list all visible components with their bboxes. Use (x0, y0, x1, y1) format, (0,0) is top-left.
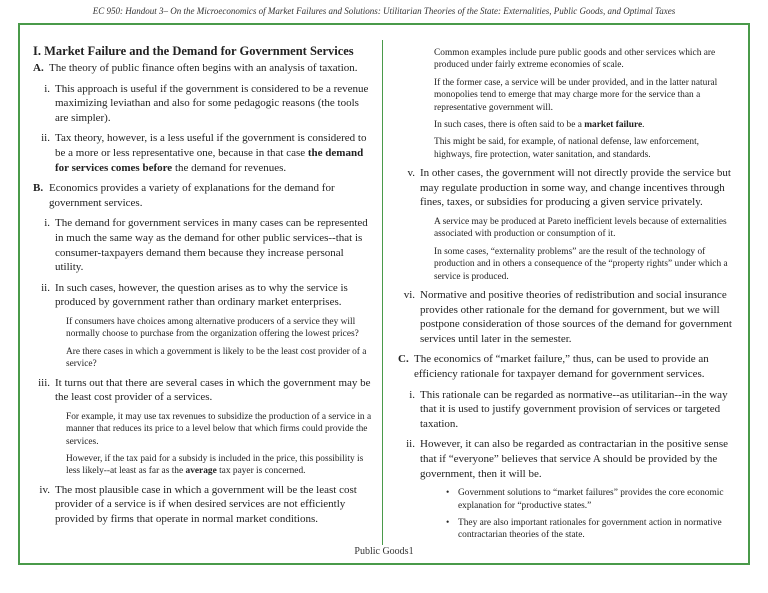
left-column (33, 43, 373, 533)
sub-note: A service may be produced at Pareto inefficient levels because of externalities associated with production or consumption of it. (434, 217, 727, 240)
item-text: However, it can also be regarded as contractarian in the positive sense that if “everyone” believes that service A should be provided by the government, then it will be. (420, 438, 729, 480)
section-b-text: Economics provides a variety of explanations for the demand for government services. (49, 182, 335, 209)
page-header: EC 950: Handout 3– On the Microeconomics of Market Failures and Solutions: Utilitarian Theories of the State: Externalities, Public Goods, and Optimal Taxes (92, 6, 676, 16)
item-b-vi (398, 288, 738, 346)
section-a (33, 61, 373, 76)
item-b-ii (33, 281, 373, 310)
text-run: Tax theory, however, is a less useful if the government is considered to be a more or less representative one, because in that case (55, 132, 367, 159)
page-footer: Public Goods1 (354, 546, 414, 557)
bullet-icon: • (446, 488, 450, 499)
item-text: This rationale can be regarded as normative--as utilitarian--in the way that it is used to justify government provision of services or targeted taxation. (420, 388, 728, 430)
bullet-text: Government solutions to “market failures” provides the core economic explanation for “productive states.” (458, 488, 724, 511)
item-text: In other cases, the government will not directly provide the service but may regulate production in some way, and change incentives through fines, taxes, or subsidies for producing a given service privately. (420, 167, 731, 209)
bold-phrase: market failure (584, 120, 643, 131)
item-number: i. (44, 217, 50, 230)
bullet-item (446, 487, 738, 512)
item-text: In such cases, however, the question arises as to why the service is produced by government rather than ordinary market enterprises. (55, 281, 348, 309)
section-title: I. Market Failure and the Demand for Government Services (33, 44, 354, 58)
section-b-label: B. (33, 182, 44, 195)
item-text (55, 131, 373, 175)
sub-note (434, 119, 738, 131)
item-number: v. (407, 167, 415, 180)
section-a-label: A. (33, 62, 44, 74)
item-number: ii. (41, 281, 50, 294)
bullet-icon: • (446, 518, 450, 528)
item-text: This approach is useful if the government is considered to be a revenue maximizing leviathan and also for some pedagogic reasons (the tools are simpler). (55, 82, 369, 124)
item-number: i. (409, 388, 415, 401)
bullet-item (446, 517, 738, 542)
item-b-v (398, 166, 738, 210)
section-b (33, 181, 373, 210)
item-c-ii (398, 437, 738, 481)
item-a-ii (33, 131, 373, 175)
column-divider (382, 40, 383, 545)
item-text: The most plausible case in which a government will be the least cost provider of a service is if when desired services are not efficiently provided by firms that operate in normal market conditions. (55, 483, 357, 525)
item-number: vi. (403, 289, 415, 302)
item-number: iv. (39, 483, 50, 496)
section-c (398, 352, 738, 381)
item-c-i (398, 388, 738, 432)
sub-note: Common examples include pure public goods and other services which are produced under fairly extreme economies of scale. (434, 48, 716, 71)
sub-note (66, 453, 373, 478)
item-text: Normative and positive theories of redistribution and social insurance provides other rationale for the demand for government, but we will postpone consideration of those sources of the demand for government services until later in the semester. (420, 289, 732, 345)
sub-note: In some cases, “externality problems” are the result of the technology of production and in others a consequence of the “property rights” under which a service is produced. (434, 246, 728, 282)
bold-phrase: average (185, 466, 217, 477)
item-b-i (33, 216, 373, 274)
item-text: The demand for government services in many cases can be represented in much the same way as the demand for other public services--that is consumer-taxpayers demand them because they increase personal utility. (55, 217, 368, 274)
item-number: ii. (406, 438, 415, 451)
item-a-i (33, 82, 373, 126)
item-number: iii. (38, 376, 50, 389)
section-a-text: The theory of public finance often begins with an analysis of taxation. (49, 62, 358, 74)
item-number: i. (44, 82, 50, 95)
bold-phrase: the demand for services comes before (55, 146, 364, 174)
text-run: . (642, 120, 645, 131)
bullet-text: They are also important rationales for government action in normative contractarian theories of the state. (458, 518, 722, 541)
item-text: It turns out that there are several cases in which the government may be the least cost provider of a services. (55, 376, 371, 404)
sub-note: If consumers have choices among alternative producers of a service they will normally choose to purchase from the organization offering the lowest prices? (66, 316, 359, 340)
text-run: In such cases, there is often said to be a (434, 120, 585, 131)
sub-note: Are there cases in which a government is likely to be the least cost provider of a service? (66, 346, 367, 370)
section-c-text: The economics of “market failure,” thus, can be used to provide an efficiency rationale for taxpayer demand for government services. (414, 353, 709, 381)
section-c-label: C. (398, 353, 409, 366)
text-run: tax payer is concerned. (216, 466, 306, 477)
text-run: However, if the tax paid for a subsidy is included in the price, this possibility is less likely--at least as far as the (66, 453, 364, 477)
text-run: the demand for revenues. (172, 161, 287, 174)
item-b-iii (33, 376, 373, 405)
right-column (398, 47, 738, 547)
sub-note: This might be said, for example, of national defense, law enforcement, highways, fire protection, water sanitation, and standards. (434, 137, 700, 160)
sub-note: If the former case, a service will be under provided, and in the latter natural monopolies tend to emerge that may charge more for the service than a representative government will. (434, 77, 718, 113)
item-b-iv (33, 483, 373, 527)
sub-note: For example, it may use tax revenues to subsidize the production of a service in a manner that reduces its price to a level below that which firms could provide the services. (66, 411, 372, 447)
item-number: ii. (41, 132, 50, 145)
